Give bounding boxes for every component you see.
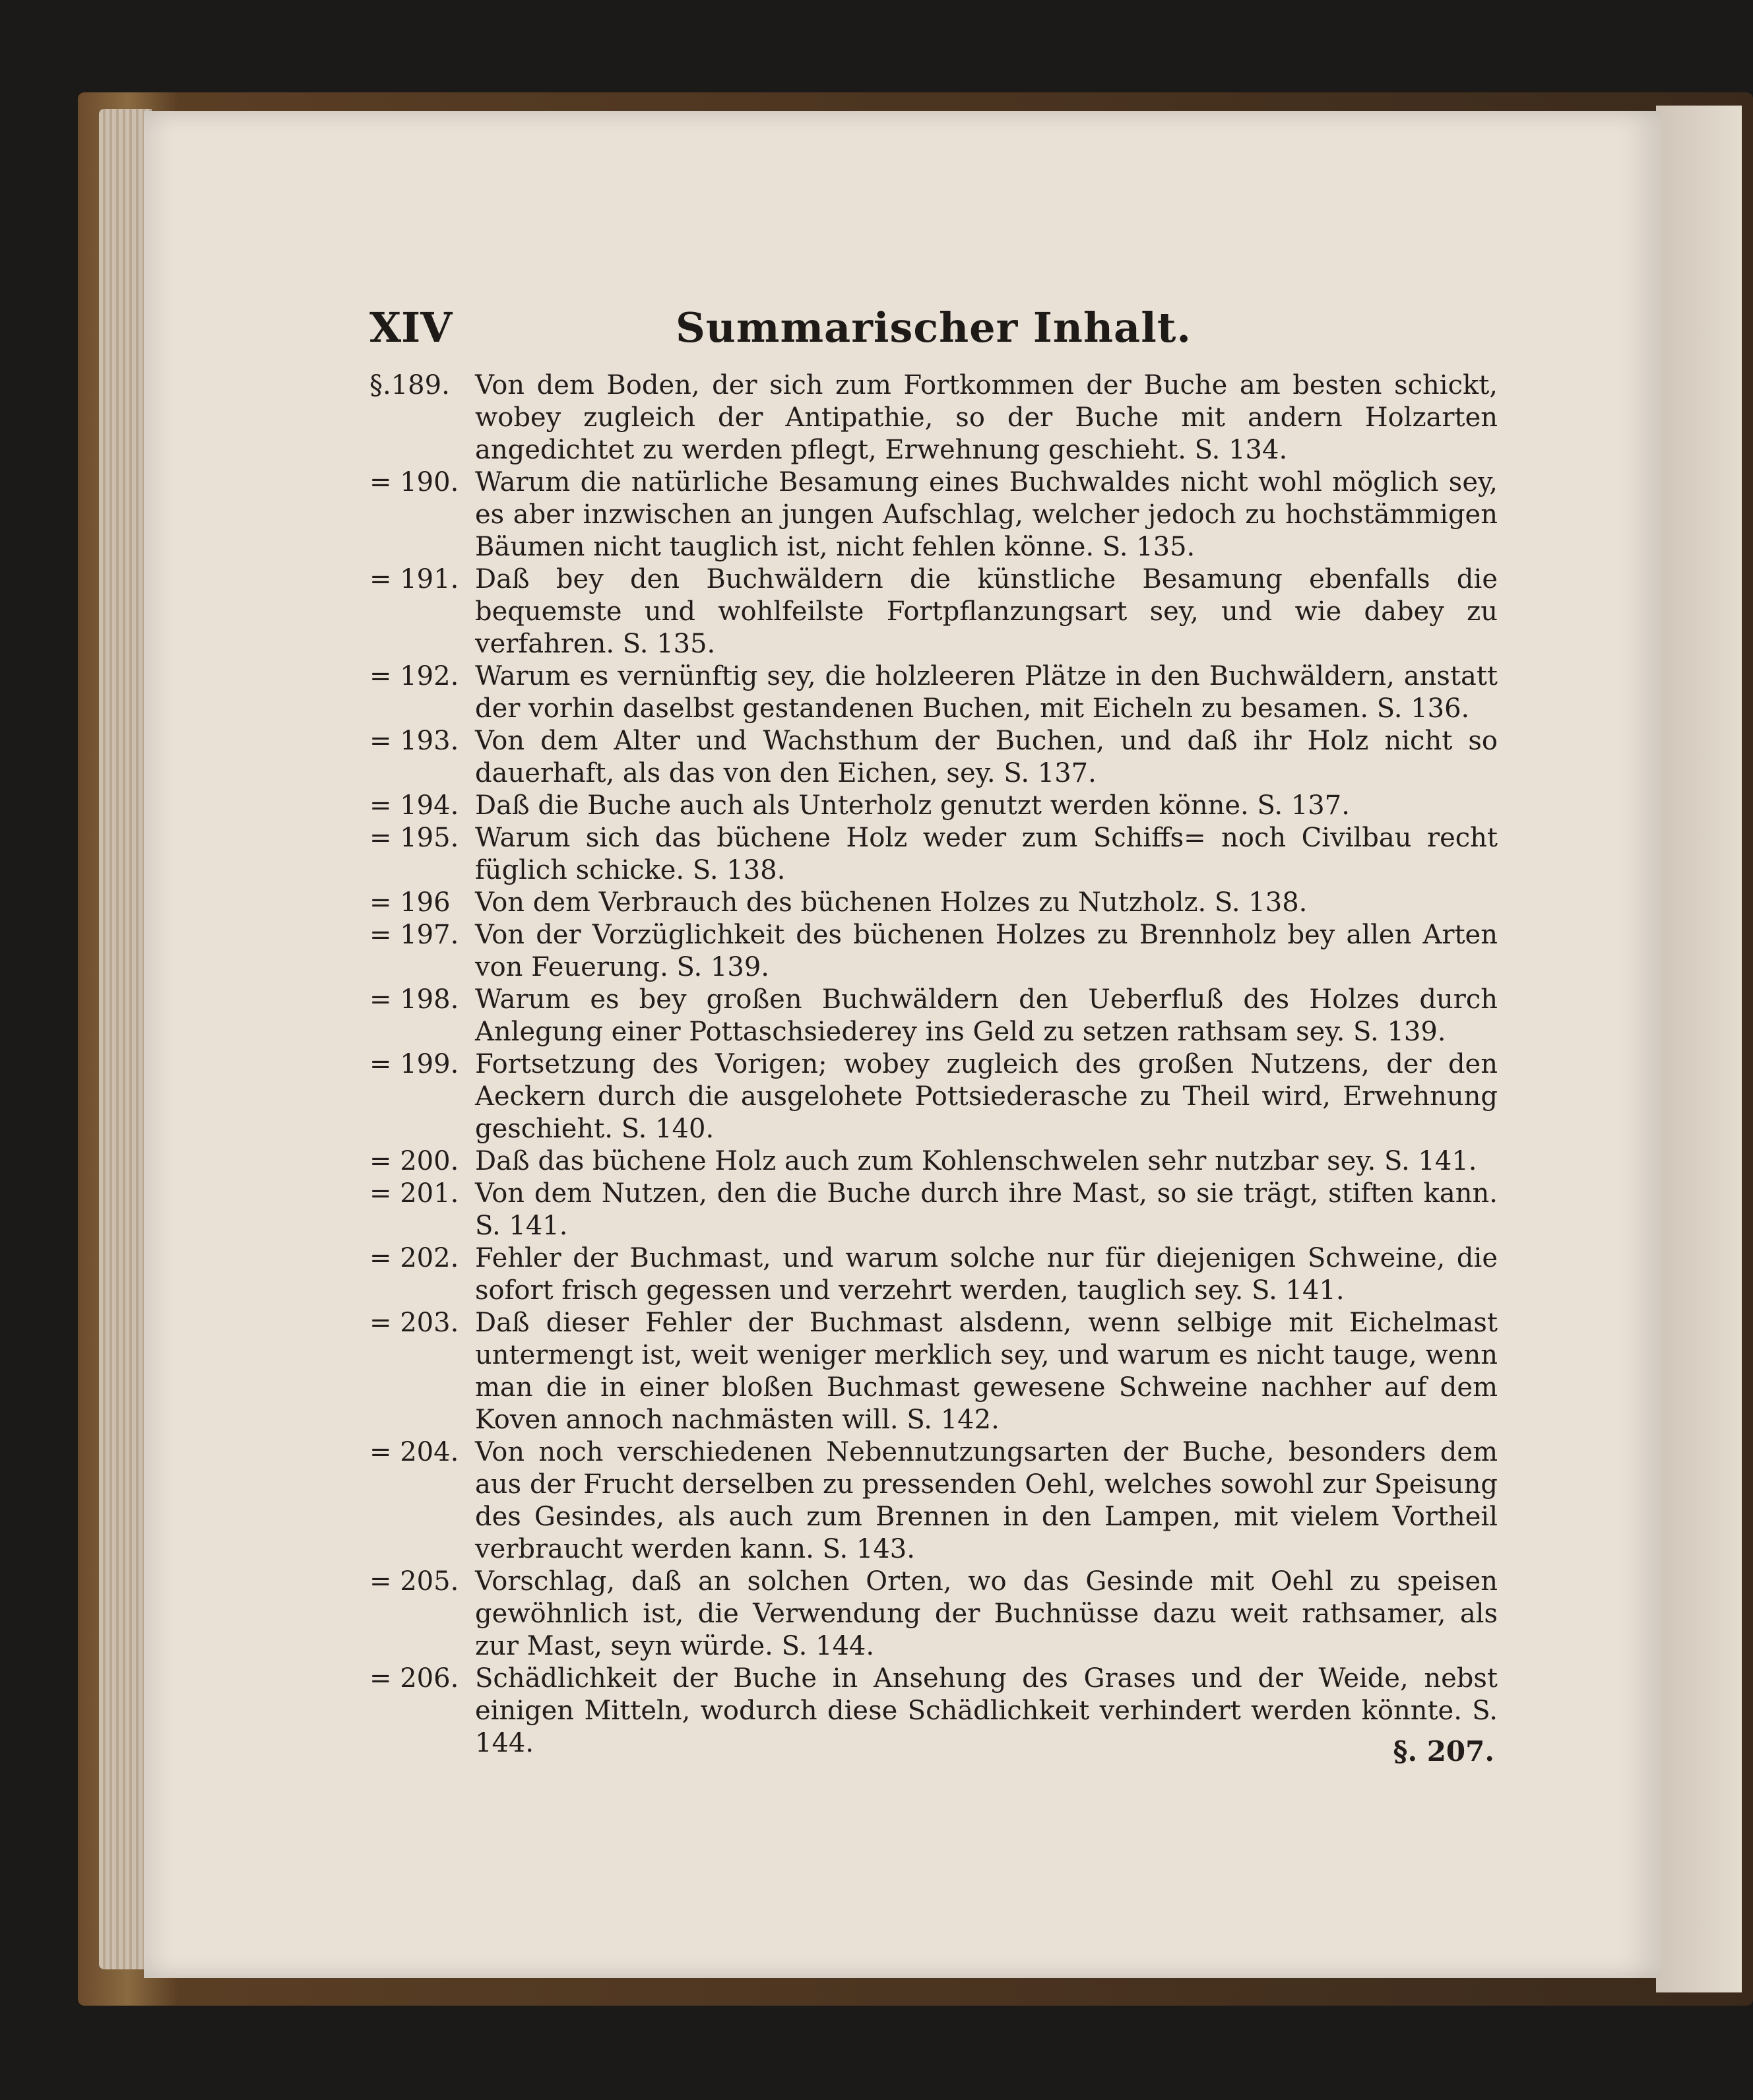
entry-summary: Daß das büchene Holz auch zum Kohlenschwelen sehr nutzbar sey. S. 141.: [475, 1146, 1477, 1176]
paragraph-number: = 200.: [369, 1146, 459, 1176]
entry-summary: Fortsetzung des Vorigen; wobey zugleich des großen Nutzens, der den Aeckern durch die ausgelohete Pottsiederasche zu Theil wird, Erwehnung geschieht. S. 140.: [475, 1049, 1498, 1144]
contents-entry: [369, 466, 1498, 563]
entry-summary: Von der Vorzüglichkeit des büchenen Holzes zu Brennholz bey allen Arten von Feuerung. S. 139.: [475, 920, 1498, 982]
paragraph-number: = 203.: [369, 1308, 459, 1338]
contents-entry: [369, 660, 1498, 725]
contents-entry: [369, 1242, 1498, 1307]
entry-summary: Fehler der Buchmast, und warum solche nur für diejenigen Schweine, die sofort frisch gegessen und verzehrt werden, tauglich sey. S. 141.: [475, 1243, 1498, 1306]
paragraph-number: = 191.: [369, 564, 459, 594]
entry-summary: Von dem Boden, der sich zum Fortkommen der Buche am besten schickt, wobey zugleich der Antipathie, so der Buche mit andern Holzarten angedichtet zu werden pflegt, Erwehnung geschieht. S. 134.: [475, 370, 1498, 465]
entry-summary: Vorschlag, daß an solchen Orten, wo das Gesinde mit Oehl zu speisen gewöhnlich ist, die Verwendung der Buchnüsse dazu weit rathsamer, als zur Mast, seyn würde. S. 144.: [475, 1566, 1498, 1661]
contents-entry: [369, 1048, 1498, 1145]
paragraph-number: = 204.: [369, 1437, 459, 1467]
paragraph-number: = 198.: [369, 984, 459, 1015]
contents-entry: [369, 1307, 1498, 1436]
contents-entry: [369, 1178, 1498, 1242]
page-header: [369, 303, 1498, 363]
contents-entry: [369, 1436, 1498, 1566]
contents-entry: [369, 725, 1498, 790]
contents-entry: [369, 822, 1498, 887]
page-number: XIV: [369, 303, 453, 352]
table-of-contents: [369, 369, 1498, 1760]
paragraph-number: = 193.: [369, 726, 459, 756]
paragraph-number: = 195.: [369, 823, 459, 853]
paragraph-number: = 202.: [369, 1243, 459, 1273]
catchword: §. 207.: [1393, 1735, 1494, 1767]
contents-entry: [369, 887, 1498, 919]
paragraph-number: = 197.: [369, 920, 459, 950]
running-title: Summarischer Inhalt.: [676, 303, 1192, 352]
paragraph-number: = 201.: [369, 1178, 459, 1209]
contents-entry: [369, 563, 1498, 660]
paragraph-number: = 205.: [369, 1566, 459, 1597]
entry-summary: Von noch verschiedenen Nebennutzungsarten der Buche, besonders dem aus der Frucht derselben zu pressenden Oehl, welches sowohl zur Speisung des Gesindes, als auch zum Brennen in den Lampen, mit vielem Vortheil verbraucht werden kann. S. 143.: [475, 1437, 1498, 1564]
entry-summary: Von dem Verbrauch des büchenen Holzes zu Nutzholz. S. 138.: [475, 887, 1308, 918]
facing-page-edge: [1656, 106, 1742, 1992]
contents-entry: [369, 790, 1498, 822]
paragraph-number: §.189.: [369, 370, 450, 400]
entry-summary: Daß bey den Buchwäldern die künstliche Besamung ebenfalls die bequemste und wohlfeilste Fortpflanzungsart sey, und wie dabey zu verfahren. S. 135.: [475, 564, 1498, 659]
entry-summary: Von dem Nutzen, den die Buche durch ihre Mast, so sie trägt, stiften kann. S. 141.: [475, 1178, 1498, 1241]
entry-summary: Daß die Buche auch als Unterholz genutzt werden könne. S. 137.: [475, 790, 1350, 821]
contents-entry: [369, 984, 1498, 1048]
entry-summary: Warum es bey großen Buchwäldern den Ueberfluß des Holzes durch Anlegung einer Pottaschsiederey ins Geld zu setzen rathsam sey. S. 139.: [475, 984, 1498, 1047]
contents-entry: [369, 919, 1498, 984]
entry-summary: Schädlichkeit der Buche in Ansehung des Grases und der Weide, nebst einigen Mitteln, wodurch diese Schädlichkeit verhindert werden könnte. S. 144.: [475, 1663, 1498, 1758]
entry-summary: Warum die natürliche Besamung eines Buchwaldes nicht wohl möglich sey, es aber inzwischen an jungen Aufschlag, welcher jedoch zu hochstämmigen Bäumen nicht tauglich ist, nicht fehlen könne. S. 135.: [475, 467, 1498, 562]
paragraph-number: = 190.: [369, 467, 459, 497]
paragraph-number: = 192.: [369, 661, 459, 691]
entry-summary: Warum sich das büchene Holz weder zum Schiffs= noch Civilbau recht füglich schicke. S. 138.: [475, 823, 1498, 885]
contents-entry: [369, 369, 1498, 466]
entry-summary: Von dem Alter und Wachsthum der Buchen, und daß ihr Holz nicht so dauerhaft, als das von den Eichen, sey. S. 137.: [475, 726, 1498, 788]
contents-entry: [369, 1566, 1498, 1663]
contents-entry: [369, 1145, 1498, 1178]
paragraph-number: = 194.: [369, 790, 459, 821]
paragraph-number: = 206.: [369, 1663, 459, 1694]
entry-summary: Daß dieser Fehler der Buchmast alsdenn, wenn selbige mit Eichelmast untermengt ist, weit weniger merklich sey, und warum es nicht tauge, wenn man die in einer bloßen Buchmast gewesene Schweine nachher auf dem Koven annoch nachmästen will. S. 142.: [475, 1308, 1498, 1435]
entry-summary: Warum es vernünftig sey, die holzleeren Plätze in den Buchwäldern, anstatt der vorhin daselbst gestandenen Buchen, mit Eicheln zu besamen. S. 136.: [475, 661, 1498, 724]
paragraph-number: = 196: [369, 887, 451, 918]
paragraph-number: = 199.: [369, 1049, 459, 1079]
